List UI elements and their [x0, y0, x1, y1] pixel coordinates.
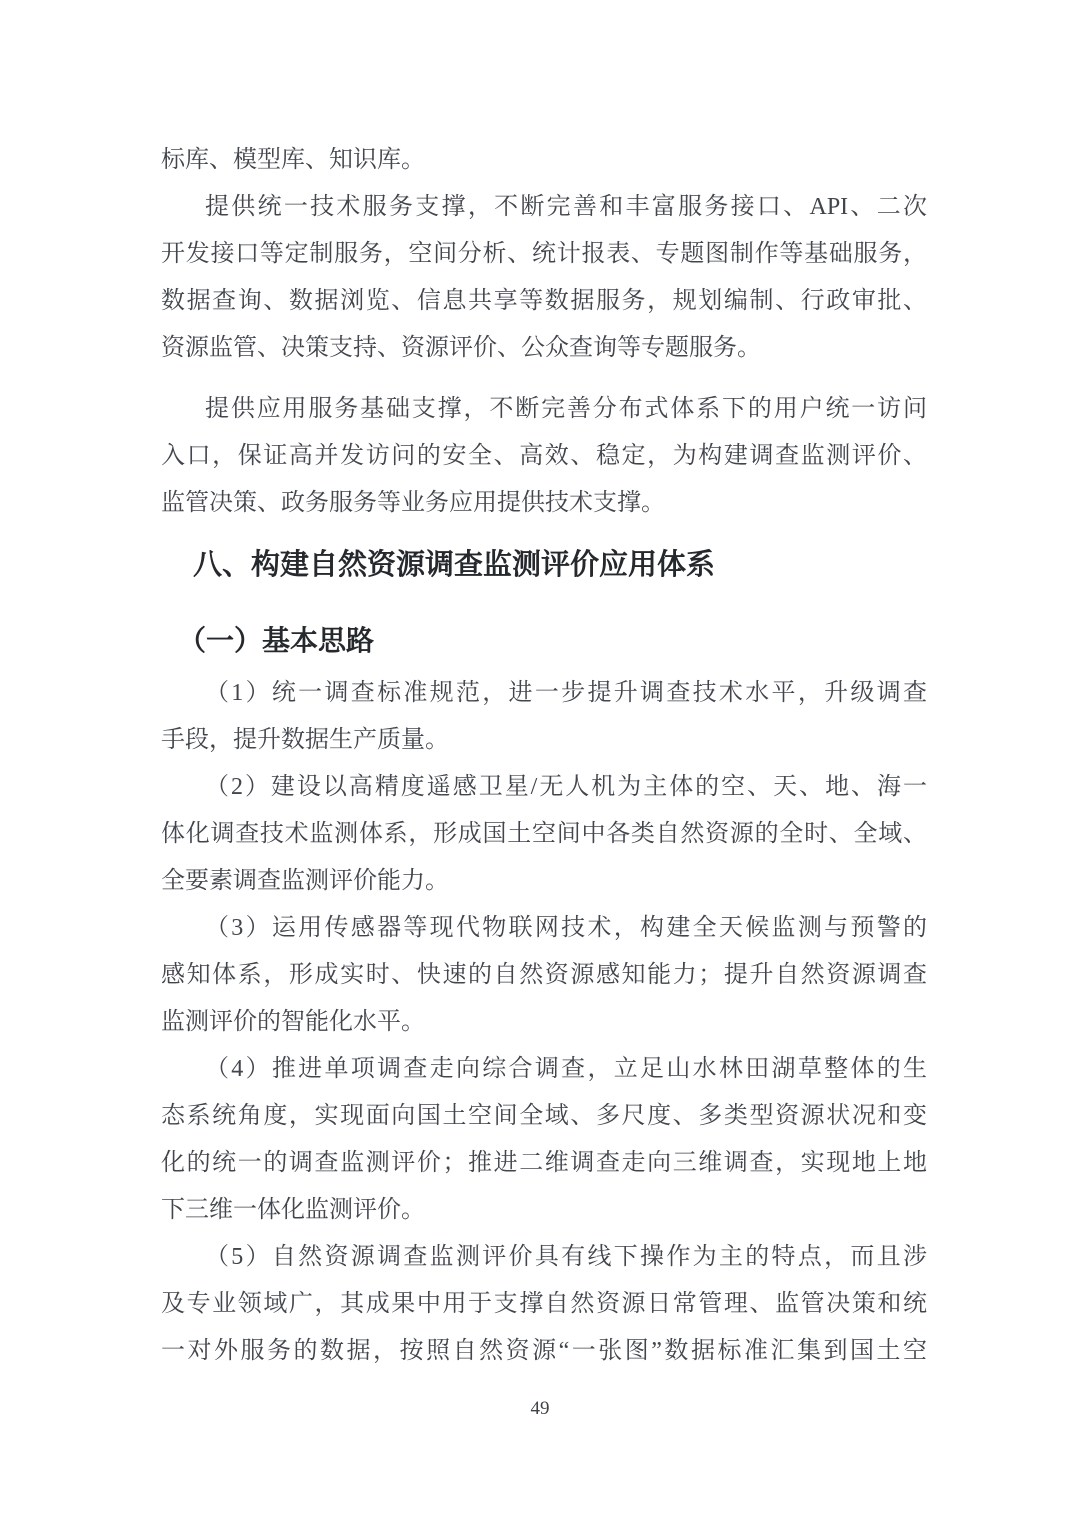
text-line: 标库、模型库、知识库。: [161, 147, 425, 173]
page-number: 49: [530, 1398, 550, 1419]
text-line: 感知体系，形成实时、快速的自然资源感知能力；提升自然资源调查: [161, 962, 927, 988]
text-line: 开发接口等定制服务，空间分析、统计报表、专题图制作等基础服务，: [161, 241, 927, 267]
text-line: 提供应用服务基础支撑，不断完善分布式体系下的用户统一访问: [205, 396, 927, 422]
text-line: 化的统一的调查监测评价；推进二维调查走向三维调查，实现地上地: [161, 1150, 927, 1176]
text-line: 入口，保证高并发访问的安全、高效、稳定，为构建调查监测评价、: [161, 443, 927, 469]
text-line: 手段，提升数据生产质量。: [161, 727, 449, 753]
text-line: 资源监管、决策支持、资源评价、公众查询等专题服务。: [161, 335, 761, 361]
text-column: [161, 137, 927, 1375]
text-line: 全要素调查监测评价能力。: [161, 868, 449, 894]
text-line: （5）自然资源调查监测评价具有线下操作为主的特点，而且涉: [205, 1244, 927, 1270]
text-line: 监管决策、政务服务等业务应用提供技术支撑。: [161, 490, 665, 516]
text-line: 下三维一体化监测评价。: [161, 1197, 425, 1223]
text-line: 及专业领域广，其成果中用于支撑自然资源日常管理、监管决策和统: [161, 1291, 927, 1317]
subsection-heading: （一）基本思路: [178, 625, 375, 656]
text-line: 监测评价的智能化水平。: [161, 1009, 425, 1035]
text-line: 提供统一技术服务支撑，不断完善和丰富服务接口、API、二次: [205, 194, 927, 220]
text-line: 体化调查技术监测体系，形成国土空间中各类自然资源的全时、全域、: [161, 821, 927, 847]
text-line: （3）运用传感器等现代物联网技术，构建全天候监测与预警的: [205, 915, 927, 941]
text-line: 数据查询、数据浏览、信息共享等数据服务，规划编制、行政审批、: [161, 288, 927, 314]
text-line: 一对外服务的数据，按照自然资源“一张图”数据标准汇集到国土空: [161, 1338, 927, 1364]
text-line: （1）统一调查标准规范，进一步提升调查技术水平，升级调查: [205, 680, 927, 706]
text-line: 态系统角度，实现面向国土空间全域、多尺度、多类型资源状况和变: [161, 1103, 927, 1129]
section-heading: 八、构建自然资源调查监测评价应用体系: [193, 549, 716, 581]
text-line: （2）建设以高精度遥感卫星/无人机为主体的空、天、地、海一: [205, 774, 927, 800]
text-line: （4）推进单项调查走向综合调查，立足山水林田湖草整体的生: [205, 1056, 927, 1082]
